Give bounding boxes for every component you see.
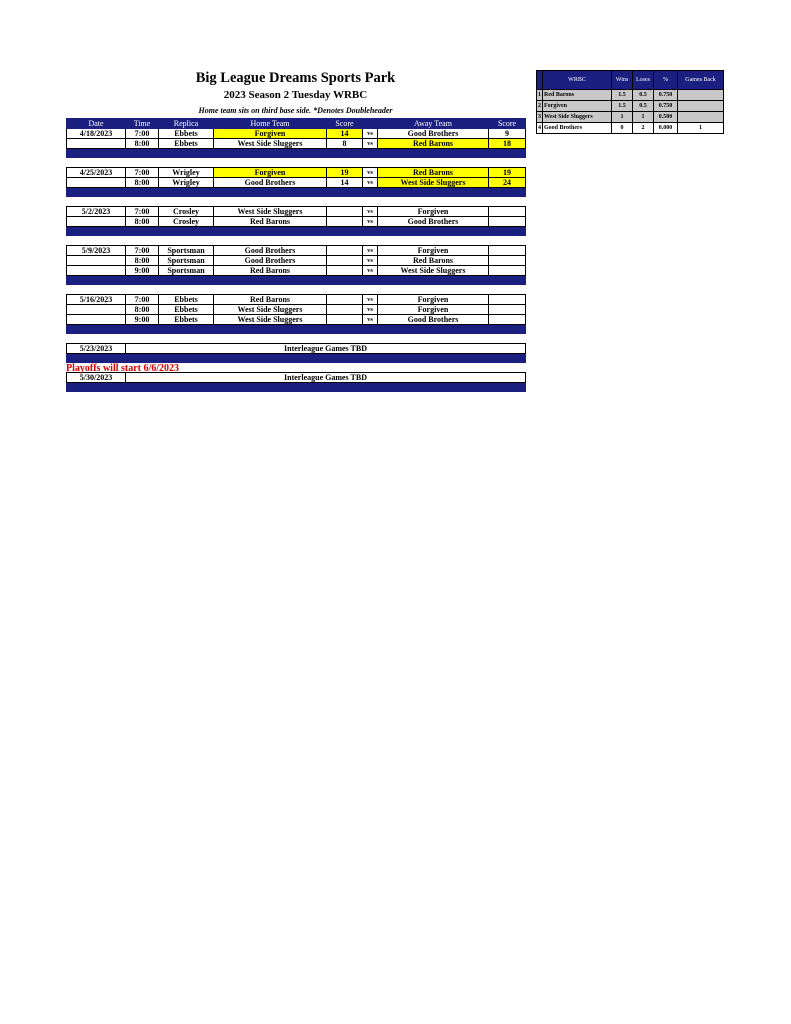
spacer-cell [67, 236, 526, 246]
away-team: Forgiven [378, 295, 489, 305]
home-score [327, 217, 363, 227]
tbd-note: Interleague Games TBD [126, 373, 526, 383]
away-score [489, 266, 526, 276]
home-team: Red Barons [214, 295, 327, 305]
vs-label: vs [363, 129, 378, 139]
game-date: 5/9/2023 [67, 246, 126, 256]
away-score [489, 246, 526, 256]
separator-row [67, 383, 526, 392]
page-subtitle: 2023 Season 2 Tuesday WRBC [223, 89, 368, 101]
away-score [489, 295, 526, 305]
away-score: 19 [489, 168, 526, 178]
game-date: 4/25/2023 [67, 168, 126, 178]
standing-games-back [678, 101, 724, 112]
game-date [67, 139, 126, 149]
away-team: Forgiven [378, 305, 489, 315]
away-team: Red Barons [378, 139, 489, 149]
home-score: 8 [327, 139, 363, 149]
game-date: 4/18/2023 [67, 129, 126, 139]
away-team: West Side Sluggers [378, 266, 489, 276]
tbd-row [67, 373, 526, 383]
vs-label: vs [363, 139, 378, 149]
standings-table [536, 70, 724, 134]
away-score: 9 [489, 129, 526, 139]
game-replica: Ebbets [159, 295, 214, 305]
separator-bar [67, 354, 526, 363]
vs-label: vs [363, 168, 378, 178]
game-replica: Sportsman [159, 256, 214, 266]
standing-games-back [678, 90, 724, 101]
tbd-row [67, 344, 526, 354]
home-team: West Side Sluggers [214, 207, 327, 217]
away-score [489, 315, 526, 325]
separator-bar [67, 325, 526, 334]
separator-row [67, 227, 526, 236]
standings-row [537, 112, 724, 123]
standing-team: West Side Sluggers [543, 112, 612, 123]
game-date [67, 266, 126, 276]
standings-row [537, 123, 724, 134]
spacer-cell [67, 334, 526, 344]
game-date [67, 178, 126, 188]
game-time: 9:00 [126, 266, 159, 276]
standing-wins: 1.5 [612, 101, 633, 112]
col-vs-header [363, 119, 378, 129]
home-team: Good Brothers [214, 246, 327, 256]
home-score [327, 315, 363, 325]
separator-bar [67, 383, 526, 392]
spacer-row [67, 334, 526, 344]
home-score [327, 266, 363, 276]
home-score [327, 256, 363, 266]
game-time: 9:00 [126, 315, 159, 325]
standing-pct: 0.000 [654, 123, 678, 134]
away-score [489, 207, 526, 217]
standings-header-row [537, 71, 724, 90]
home-score [327, 207, 363, 217]
separator-row [67, 188, 526, 197]
standing-wins: 0 [612, 123, 633, 134]
wrbc-header: WRBC [543, 71, 612, 90]
col-home-team-header: Home Team [214, 119, 327, 129]
vs-label: vs [363, 207, 378, 217]
vs-label: vs [363, 305, 378, 315]
col-away-team-header: Away Team [378, 119, 489, 129]
vs-label: vs [363, 295, 378, 305]
spacer-cell [67, 285, 526, 295]
game-time: 8:00 [126, 139, 159, 149]
standing-pct: 0.750 [654, 90, 678, 101]
game-replica: Crosley [159, 217, 214, 227]
home-team: Good Brothers [214, 256, 327, 266]
separator-bar [67, 227, 526, 236]
away-team: Forgiven [378, 246, 489, 256]
home-team: Forgiven [214, 168, 327, 178]
game-time: 7:00 [126, 129, 159, 139]
separator-row [67, 325, 526, 334]
standing-team: Good Brothers [543, 123, 612, 134]
col-date-header: Date [67, 119, 126, 129]
game-replica: Wrigley [159, 178, 214, 188]
game-replica: Ebbets [159, 305, 214, 315]
col-home-score-header: Score [327, 119, 363, 129]
spacer-row [67, 236, 526, 246]
separator-row [67, 276, 526, 285]
home-score [327, 246, 363, 256]
away-team: West Side Sluggers [378, 178, 489, 188]
game-time: 7:00 [126, 246, 159, 256]
separator-bar [67, 149, 526, 158]
standing-wins: 1 [612, 112, 633, 123]
loses-header: Loses [633, 71, 654, 90]
standings-row [537, 90, 724, 101]
spacer-cell [67, 197, 526, 207]
game-time: 7:00 [126, 295, 159, 305]
game-time: 8:00 [126, 305, 159, 315]
schedule-table [66, 118, 526, 392]
game-replica: Ebbets [159, 315, 214, 325]
vs-label: vs [363, 178, 378, 188]
col-away-score-header: Score [489, 119, 526, 129]
away-team: Forgiven [378, 207, 489, 217]
away-score: 18 [489, 139, 526, 149]
schedule-header-row [67, 119, 526, 129]
playoffs-note: Playoffs will start 6/6/2023 [66, 363, 180, 374]
game-time: 8:00 [126, 256, 159, 266]
standing-loses: 0.5 [633, 101, 654, 112]
game-replica: Crosley [159, 207, 214, 217]
game-replica: Ebbets [159, 139, 214, 149]
away-score [489, 256, 526, 266]
home-score: 14 [327, 129, 363, 139]
game-replica: Ebbets [159, 129, 214, 139]
game-date [67, 256, 126, 266]
tbd-note: Interleague Games TBD [126, 344, 526, 354]
game-date: 5/16/2023 [67, 295, 126, 305]
away-score: 24 [489, 178, 526, 188]
vs-label: vs [363, 315, 378, 325]
standing-loses: 0.5 [633, 90, 654, 101]
game-replica: Sportsman [159, 246, 214, 256]
game-date: 5/2/2023 [67, 207, 126, 217]
home-score [327, 295, 363, 305]
standings-body [537, 90, 724, 134]
game-date [67, 315, 126, 325]
game-row [67, 129, 526, 139]
game-row [67, 246, 526, 256]
separator-bar [67, 276, 526, 285]
home-team: Good Brothers [214, 178, 327, 188]
game-row [67, 139, 526, 149]
game-row [67, 266, 526, 276]
home-team: West Side Sluggers [214, 305, 327, 315]
game-date: 5/30/2023 [67, 373, 126, 383]
standing-games-back: 1 [678, 123, 724, 134]
game-time: 8:00 [126, 178, 159, 188]
home-score: 19 [327, 168, 363, 178]
standing-rank: 2 [537, 101, 543, 112]
spacer-cell [67, 158, 526, 168]
standing-team: Red Barons [543, 90, 612, 101]
page-title: Big League Dreams Sports Park [195, 70, 396, 86]
vs-label: vs [363, 256, 378, 266]
home-score: 14 [327, 178, 363, 188]
away-team: Good Brothers [378, 217, 489, 227]
standings-row [537, 101, 724, 112]
spacer-row [67, 158, 526, 168]
separator-row [67, 354, 526, 363]
spacer-row [67, 197, 526, 207]
standing-rank: 4 [537, 123, 543, 134]
standing-games-back [678, 112, 724, 123]
game-row [67, 315, 526, 325]
separator-bar [67, 188, 526, 197]
home-team: Red Barons [214, 217, 327, 227]
home-score [327, 305, 363, 315]
game-date [67, 305, 126, 315]
away-team: Good Brothers [378, 315, 489, 325]
standing-team: Forgiven [543, 101, 612, 112]
standing-pct: 0.750 [654, 101, 678, 112]
game-row [67, 295, 526, 305]
standing-loses: 2 [633, 123, 654, 134]
home-team: West Side Sluggers [214, 139, 327, 149]
standing-loses: 1 [633, 112, 654, 123]
game-row [67, 305, 526, 315]
games-back-header: Games Back [678, 71, 724, 90]
vs-label: vs [363, 246, 378, 256]
game-row [67, 256, 526, 266]
away-score [489, 305, 526, 315]
away-team: Red Barons [378, 256, 489, 266]
standing-rank: 3 [537, 112, 543, 123]
home-team: West Side Sluggers [214, 315, 327, 325]
game-time: 8:00 [126, 217, 159, 227]
home-team: Forgiven [214, 129, 327, 139]
standing-rank: 1 [537, 90, 543, 101]
pct-header: % [654, 71, 678, 90]
header-note: Home team sits on third base side. *Denotes Doubleheader [198, 106, 393, 115]
game-row [67, 178, 526, 188]
game-row [67, 207, 526, 217]
game-date: 5/23/2023 [67, 344, 126, 354]
away-score [489, 217, 526, 227]
vs-label: vs [363, 266, 378, 276]
schedule-body [67, 129, 526, 392]
standing-pct: 0.500 [654, 112, 678, 123]
vs-label: vs [363, 217, 378, 227]
spacer-row [67, 285, 526, 295]
col-time-header: Time [126, 119, 159, 129]
game-replica: Wrigley [159, 168, 214, 178]
standing-wins: 1.5 [612, 90, 633, 101]
game-time: 7:00 [126, 168, 159, 178]
game-replica: Sportsman [159, 266, 214, 276]
game-date [67, 217, 126, 227]
game-row [67, 168, 526, 178]
col-replica-header: Replica [159, 119, 214, 129]
game-time: 7:00 [126, 207, 159, 217]
game-row [67, 217, 526, 227]
home-team: Red Barons [214, 266, 327, 276]
separator-row [67, 149, 526, 158]
wins-header: Wins [612, 71, 633, 90]
away-team: Good Brothers [378, 129, 489, 139]
away-team: Red Barons [378, 168, 489, 178]
